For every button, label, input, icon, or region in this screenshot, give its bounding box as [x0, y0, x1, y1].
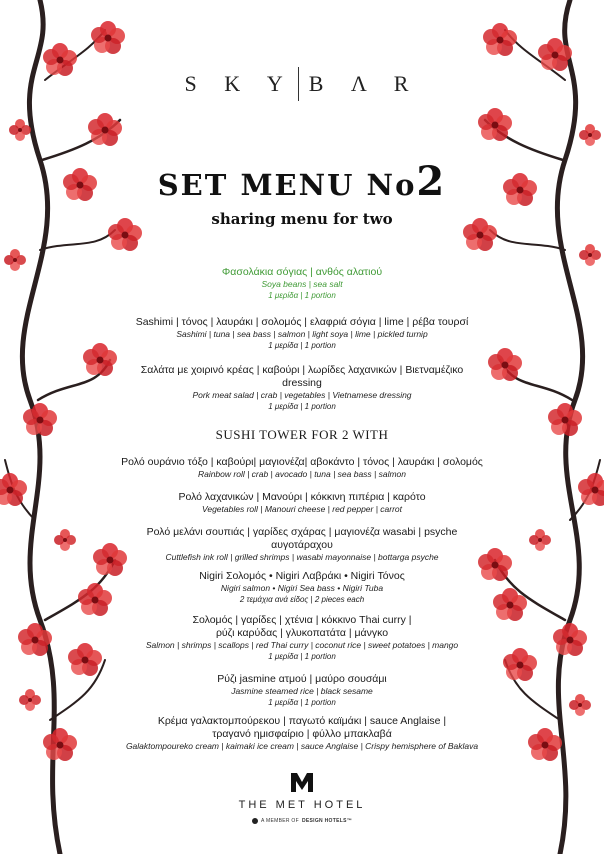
item-greek-continued: ρύζι καρύδας | γλυκοπατάτα | μάνγκο: [215, 627, 389, 639]
menu-item: [120, 673, 484, 708]
item-greek-continued: τραγανό ημισφαίριο | φύλλο μπακλαβά: [212, 728, 392, 740]
menu-item: [120, 266, 484, 301]
item-greek: Κρέμα γαλακτομπούρεκου | παγωτό καϊμάκι | sauce Anglaise |: [157, 715, 447, 727]
menu-item: [120, 715, 484, 752]
item-portion: 1 μερίδα | 1 portion: [268, 402, 336, 411]
brand-divider: [298, 67, 299, 101]
item-greek: Ρολό μελάνι σουπιάς | γαρίδες σχάρας | μαγιονέζα wasabi | psyche αυγοτάραχου: [146, 526, 458, 551]
item-english: Rainbow roll | crab | avocado | tuna | sea bass | salmon: [197, 469, 407, 479]
menu-item: [120, 364, 484, 412]
item-portion: 1 μερίδα | 1 portion: [268, 698, 336, 707]
item-english: Nigiri salmon • Nigiri Sea bass • Nigiri Tuba: [220, 583, 384, 593]
item-portion: 1 μερίδα | 1 portion: [268, 341, 336, 350]
item-greek: Ρολό ουράνιο τόξο | καβούρι| μαγιονέζα| αβοκάντο | τόνος | λαυράκι | σολομός: [121, 456, 483, 468]
member-prefix: A MEMBER OF: [260, 818, 299, 824]
item-english: Pork meat salad | crab | vegetables | Vietnamese dressing: [192, 390, 412, 400]
brand-right: B Λ R: [308, 71, 420, 96]
item-portion: 1 μερίδα | 1 portion: [268, 652, 336, 661]
menu-item: [120, 570, 484, 605]
item-greek: Φασολάκια σόγιας | ανθός αλατιού: [221, 266, 383, 278]
menu-item: [120, 526, 484, 563]
set-menu-number: 2: [416, 158, 447, 205]
item-english: Jasmine steamed rice | black sesame: [231, 686, 373, 696]
sushi-tower-heading: SUSHI TOWER FOR 2 WITH: [215, 427, 389, 442]
brand-left: S K Y: [184, 71, 294, 96]
item-english: Salmon | shrimps | scallops | red Thai curry | coconut rice | sweet potatoes | mango: [145, 640, 459, 650]
menu-item: [120, 614, 484, 662]
brand-wordmark: [120, 66, 484, 102]
item-english: Cuttlefish ink roll | grilled shrimps | wasabi mayonnaise | bottarga psyche: [165, 552, 439, 562]
set-menu-title: [120, 158, 484, 205]
hotel-name: THE MET HOTEL: [238, 799, 366, 811]
item-greek: Ρύζι jasmine ατμού | μαύρο σουσάμι: [217, 673, 387, 685]
item-english: Sashimi | tuna | sea bass | salmon | light soya | lime | pickled turnip: [176, 329, 428, 339]
menu-item: [120, 491, 484, 515]
item-greek: Σαλάτα με χοιρινό κρέας | καβούρι | λωρίδες λαχανικών | Βιετναμέζικο dressing: [140, 364, 464, 389]
item-portion: 2 τεμάχια ανά είδος | 2 pieces each: [239, 595, 365, 604]
item-portion: 1 μερίδα | 1 portion: [268, 291, 336, 300]
item-english: Soya beans | sea salt: [261, 279, 343, 289]
menu-subtitle: sharing menu for two: [211, 210, 393, 228]
menu-item: [120, 316, 484, 351]
item-english: Vegetables roll | Manouri cheese | red pepper | carrot: [201, 504, 403, 514]
set-menu-title-text: SET MENU No: [157, 168, 417, 202]
item-greek: Nigiri Σολομός • Nigiri Λαβράκι • Nigiri Τόνος: [199, 570, 405, 582]
item-greek: Ρολό λαχανικών | Μανούρι | κόκκινη πιπέρια | καρότο: [178, 491, 426, 503]
item-english: Galaktompoureko cream | kaimaki ice cream | sauce Anglaise | Crispy hemisphere of Baklava: [125, 741, 479, 751]
met-hotel-logo-icon: [120, 770, 484, 794]
design-hotels-icon: [252, 818, 258, 824]
item-greek: Sashimi | τόνος | λαυράκι | σολομός | ελαφριά σόγια | lime | ρέβα τουρσί: [135, 316, 469, 328]
design-hotels-badge: [120, 818, 484, 824]
member-brand: DESIGN HOTELS™: [301, 818, 353, 824]
item-greek: Σολομός | γαρίδες | χτένια | κόκκινο Thai curry |: [192, 614, 412, 626]
menu-item: [120, 456, 484, 480]
